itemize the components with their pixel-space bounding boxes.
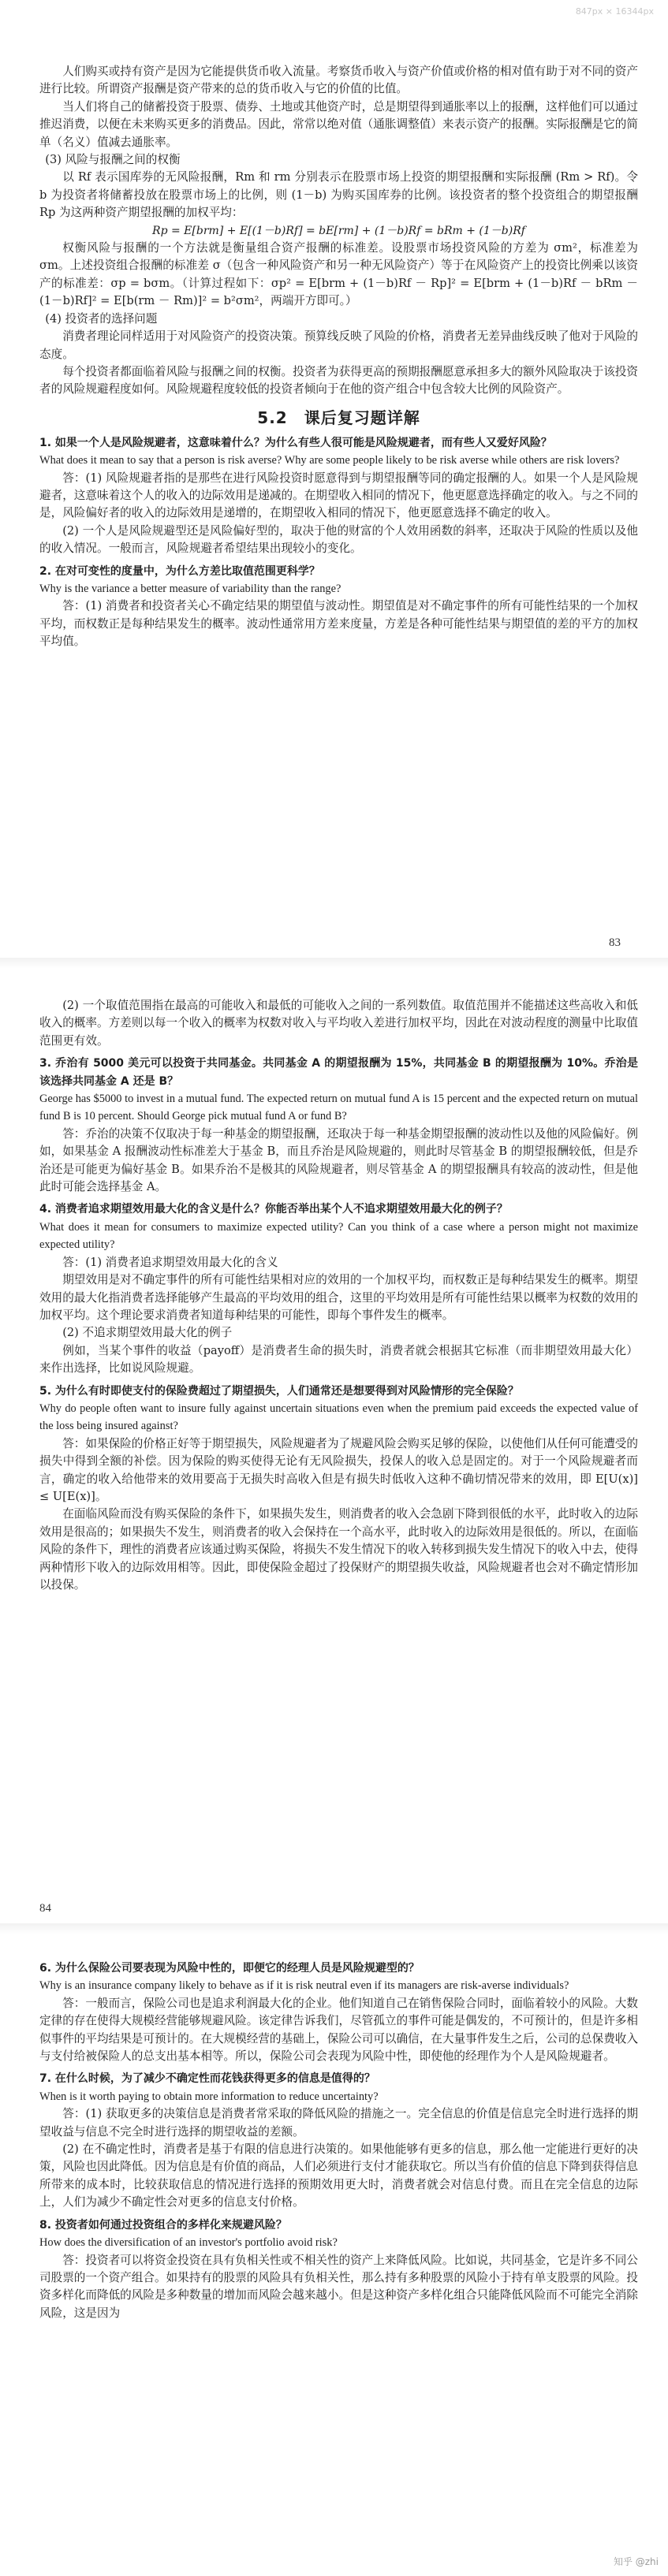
question-heading: 4. 消费者追求期望效用最大化的含义是什么？你能否举出某个人不追求期望效用最大化的例子？ xyxy=(39,1203,508,1216)
page-separator xyxy=(0,1923,668,1934)
answer-paragraph: 答：(1) 消费者追求期望效用最大化的含义 xyxy=(62,1255,278,1269)
subheading: (4) 投资者的选择问题 xyxy=(45,311,158,326)
paragraph: 消费者理论同样适用于对风险资产的投资决策。预算线反映了风险的价格，消费者无差异曲线反映了他对于风险的态度。 xyxy=(39,329,638,361)
answer-paragraph: 答：(1) 获取更多的决策信息是消费者常采取的降低风险的措施之一。完全信息的价值是信息完全时进行选择的期望收益与信息不完全时进行选择的期望收益的差额。 xyxy=(39,2107,638,2139)
paragraph: 人们购买或持有资产是因为它能提供货币收入流量。考察货币收入与资产价值或价格的相对值有助于对不同的资产进行比较。所谓资产报酬是资产带来的总的货币收入与它的价值的比值。 xyxy=(39,65,638,96)
question-heading: 6. 为什么保险公司要表现为风险中性的，即便它的经理人员是风险规避型的？ xyxy=(39,1962,420,1975)
image-dimensions-label: 847px × 16344px xyxy=(575,6,654,17)
answer-paragraph: 答：一般而言，保险公司也是追求利润最大化的企业。他们知道自己在销售保险合同时，面临着较小的风险。大数定律的存在使得大规模经营能够规避风险。该定律告诉我们，尽管孤立的事件可能是偶发的，不可预计的，但是许多相似事件的平均结果是可预计的。在大规模经营的基础上，保险公司可以确信，在大量事件发生之后，公司的总保费收入与支付给被保险人的总支出基本相等。所以，保险公司会表现为风险中性，即使他的经理作为个人是风险规避者。 xyxy=(39,1996,638,2064)
answer-paragraph: 答：(1) 风险规避者指的是那些在进行风险投资时愿意得到与期望报酬等同的确定报酬的人。如果一个人是风险规避者，这意味着这个人的收入的边际效用是递减的。在期望收入相同的情况下，他更愿意选择确定的收入。与之不同的是，风险偏好者的收入的边际效用是递增的，在期望收入相同的情况下，他更愿意选择不确定的收入。 xyxy=(39,471,638,520)
page-84 xyxy=(16,997,652,1915)
question-english: What does it mean for consumers to maximize expected utility? Can you think of a case where a person might not maximize expected utility? xyxy=(39,1220,638,1252)
page-83 xyxy=(16,63,652,950)
question-heading: 7. 在什么时候，为了减少不确定性而花钱获得更多的信息是值得的？ xyxy=(39,2072,375,2086)
question-heading: 1. 如果一个人是风险规避者，这意味着什么？为什么有些人很可能是风险规避者，而有些人又爱好风险？ xyxy=(39,436,552,449)
page-number: 83 xyxy=(609,936,621,949)
answer-paragraph: (2) 在不确定性时，消费者是基于有限的信息进行决策的。如果他能够有更多的信息，那么他一定能进行更好的决策，风险也因此降低。因为信息是有价值的商品，人们必须进行支付才能获取它。所以当有价值的信息下降到获得信息所带来的成本时，比较获取信息的情况进行选择的预期效用更大时，消费者就会对信息付费。而且在完全信息的边际上，人们为减少不确定性会对更多的信息支付价格。 xyxy=(39,2142,638,2209)
subheading: (3) 风险与报酬之间的权衡 xyxy=(45,153,181,167)
page-number: 84 xyxy=(39,1902,51,1915)
question-english: George has $5000 to invest in a mutual fund. The expected return on mutual fund A is 15 percent and the expected return on mutual fund B is 10 percent. Should George pick mutual fund A or fund B? xyxy=(39,1093,638,1123)
question-heading: 8. 投资者如何通过投资组合的多样化来规避风险？ xyxy=(39,2218,287,2232)
answer-paragraph: (2) 一个取值范围指在最高的可能收入和最低的可能收入之间的一系列数值。取值范围并不能描述这些高收入和低收入的概率。方差则以每一个收入的概率为权数对收入与平均收入差进行加权平均，因此在对波动程度的测量中比取值范围更有效。 xyxy=(39,999,638,1048)
answer-paragraph: 在面临风险而没有购买保险的条件下，如果损失发生，则消费者的收入会急剧下降到很低的水平，此时收入的边际效用是很高的；如果损失不发生，则消费者的收入会保持在一个高水平，此时收入的边际效用是很低的。所以，在面临风险的条件下，理性的消费者应该通过购买保险，将损失不发生情况下的收入转移到损失发生情况下的收入中去，使得两种情形下收入的边际效用相等。因此，即使保险金超过了投保财产的期望损失收益，风险规避者也会对不确定情形加以投保。 xyxy=(39,1507,638,1591)
answer-paragraph: 例如，当某个事件的收益（payoff）是消费者生命的损失时，消费者就会根据其它标准（而非期望效用最大化）来作出选择，比如说风险规避。 xyxy=(39,1343,638,1375)
formula: Rp = E[brm] + E[(1－b)Rf] = bE[rm] + (1－b)Rf = bRm + (1－b)Rf xyxy=(152,224,525,237)
paragraph: 以 Rf 表示国库券的无风险报酬，Rm 和 rm 分别表示在股票市场上投资的期望报酬和实际报酬 (Rm > Rf)。令 b 为投资者将储蓄投放在股票市场上的比例，则 (1－b) 为购买国库券的比例。该投资者的整个投资组合的期望报酬 Rp 为这两种资产期望报酬的加权平均： xyxy=(39,170,638,220)
page-separator xyxy=(0,958,668,969)
paragraph: 权衡风险与报酬的一个方法就是衡量组合资产报酬的标准差。设股票市场投资风险的方差为 σm²，标准差为 σm。上述投资组合报酬的标准差 σ（包含一种风险资产和另一种无风险资产）等于在风险资产上的投资比例乘以该资产的标准差：σp = bσm。（计算过程如下：σp² = E[brm + (1－b)Rf － Rp]² = E[brm + (1－b)Rf － bRm － (1－b)Rf]² = E[b(rm － Rm)]² = b²σm²，两端开方即可。） xyxy=(39,241,638,308)
question-english: How does the diversification of an investor's portfolio avoid risk? xyxy=(39,2236,338,2250)
question-heading: 3. 乔治有 5000 美元可以投资于共同基金。共同基金 A 的期望报酬为 15%，共同基金 B 的期望报酬为 10%。乔治是该选择共同基金 A 还是 B？ xyxy=(39,1057,638,1088)
question-english: Why do people often want to insure fully against uncertain situations even when the premium paid exceeds the expected value of the loss being insured against? xyxy=(39,1402,638,1433)
page-85 xyxy=(16,1955,652,2576)
question-heading: 5. 为什么有时即使支付的保险费超过了期望损失，人们通常还是想要得到对风险情形的完全保险？ xyxy=(39,1384,519,1398)
question-english: What does it mean to say that a person is risk averse? Why are some people likely to be risk averse while others are risk lovers? xyxy=(39,454,620,467)
answer-paragraph: 答：投资者可以将资金投资在具有负相关性或不相关性的资产上来降低风险。比如说，共同基金，它是许多不同公司股票的一个资产组合。如果持有的股票的风险具有负相关性，那么持有多种股票的风险小于持有单支股票的风险。投资多样化而降低的风险是多种数量的增加而风险会越来越小。但是这种资产多样化组合只能降低风险而不可能完全消除风险，这是因为 xyxy=(39,2253,638,2320)
question-english: Why is an insurance company likely to behave as if it is risk neutral even if its managers are risk-averse individuals? xyxy=(39,1979,569,1993)
answer-paragraph: (2) 不追求期望效用最大化的例子 xyxy=(62,1326,233,1340)
question-english: When is it worth paying to obtain more information to reduce uncertainty? xyxy=(39,2090,379,2103)
answer-paragraph: (2) 一个人是风险规避型还是风险偏好型的，取决于他的财富的个人效用函数的斜率，还取决于风险的性质以及他的收入情况。一般而言，风险规避者希望结果出现较小的变化。 xyxy=(39,523,638,556)
paragraph: 当人们将自己的储蓄投资于股票、债券、土地或其他资产时，总是期望得到通胀率以上的报酬，这样他们可以通过推迟消费，以便在未来购买更多的消费品。因此，常常以绝对值（通胀调整值）来表示资产的报酬。实际报酬是它的简单（名义）值减去通胀率。 xyxy=(39,99,638,149)
answer-paragraph: 答：(1) 消费者和投资者关心不确定结果的期望值与波动性。期望值是对不确定事件的所有可能性结果的一个加权平均，而权数正是每种结果发生的概率。波动性通常用方差来度量，方差是各种可能性结果与期望值的差的平方的加权平均值。 xyxy=(39,599,638,649)
question-english: Why is the variance a better measure of variability than the range? xyxy=(39,582,341,595)
section-title: 5.2 课后复习题详解 xyxy=(257,408,420,427)
question-heading: 2. 在对可变性的度量中，为什么方差比取值范围更科学？ xyxy=(39,564,320,578)
watermark: 知乎 @zhi xyxy=(613,2556,659,2567)
answer-paragraph: 答：如果保险的价格正好等于期望损失，风险规避者为了规避风险会购买足够的保险，以使他们从任何可能遭受的损失中得到全额的补偿。因为保险的购买使得无论有无风险损失，投保人的收入总是固定的。对于一个风险规避者而言，确定的收入给他带来的效用要高于无损失时高收入但是有损失时低收入这种不确切情况带来的效用，即 E[U(x)] ≤ U[E(x)]。 xyxy=(39,1436,638,1503)
paragraph: 每个投资者都面临着风险与报酬之间的权衡。投资者为获得更高的预期报酬愿意承担多大的额外风险取决于该投资者的风险规避程度如何。风险规避程度较低的投资者倾向于在他的资产组合中包含较大比例的风险资产。 xyxy=(39,364,638,396)
answer-paragraph: 答：乔治的决策不仅取决于每一种基金的期望报酬，还取决于每一种基金期望报酬的波动性以及他的风险偏好。例如，如果基金 A 报酬波动性标准差大于基金 B，而且乔治是风险规避的，则此时尽管基金 B 的期望报酬较低，但是乔治还是可能更为偏好基金 B。如果乔治不是极其的风险规避者，则尽管基金 A 的期望报酬具有较高的波动性，但是他此时可能会选择基金 A。 xyxy=(39,1126,638,1194)
answer-paragraph: 期望效用是对不确定事件的所有可能性结果相对应的效用的一个加权平均，而权数正是每种结果发生的概率。期望效用的最大化指消费者选择能够产生最高的平均效用的组合，这里的平均效用是所有可能性结果以概率为权数的效用的加权平均。这个理论要求消费者知道每种结果的可能性，即每个事件发生的概率。 xyxy=(39,1273,638,1322)
